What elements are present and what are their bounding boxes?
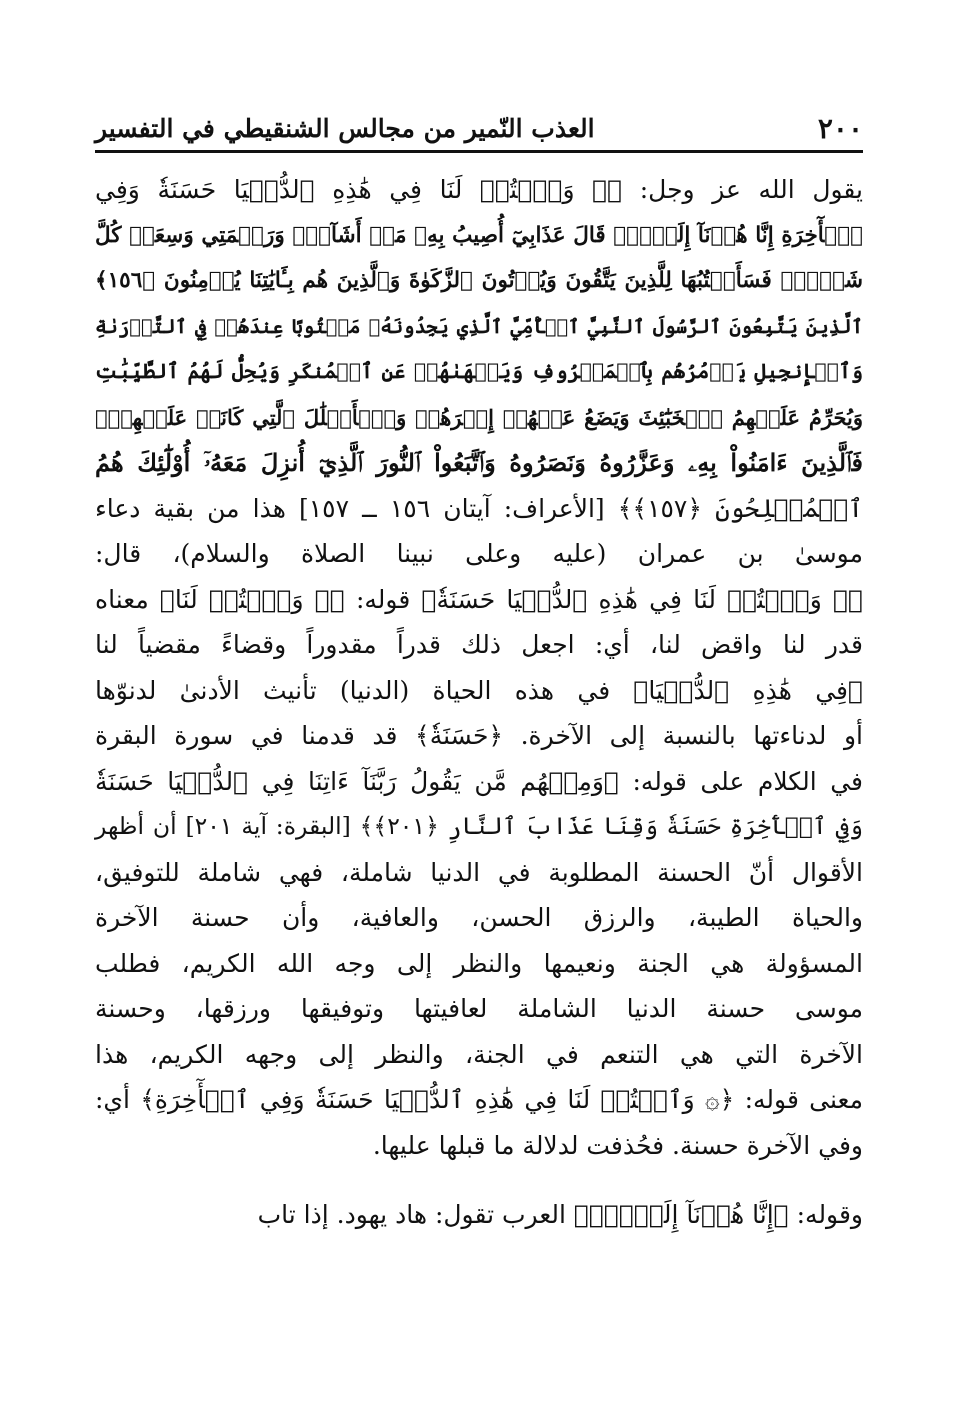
text-line: ٱلۡمُفۡلِحُونَ ﴿١٥٧﴾﴾ [الأعراف: آيتان ١٥٦ ــ ١٥٧] هذا من بقية دعاء — [95, 493, 863, 523]
text-line: ﴿فِي هَٰذِهِ ٱلدُّنۡيَا﴾ في هذه الحياة (الدنيا) تأنيث الأدنىٰ لدنوّها — [95, 675, 863, 705]
text-line: وَفِي ٱلۡأٓخِرَةِ حَسَنَةٗ وَقِنَا عَذَابَ ٱلنَّارِ ﴿٢٠١﴾﴾ [البقرة: آية ٢٠١] أن أظهر — [95, 812, 863, 840]
text-line: موسى حسنة الدنيا الشاملة لعافيتها وتوفيقها ورزقها، وحسنة — [95, 994, 863, 1023]
text-line: في الكلام على قوله: ﴿وَمِنۡهُم مَّن يَقُولُ رَبَّنَآ ءَاتِنَا فِي ٱلدُّنۡيَا حَسَنَةٗ — [95, 766, 863, 796]
text-line: وَيُحَرِّمُ عَلَيۡهِمُ ٱلۡخَبَٰٓئِثَ وَيَضَعُ عَنۡهُمۡ إِصۡرَهُمۡ وَٱلۡأَغۡلَٰلَ ٱلَّتِي كَانَتۡ عَلَيۡهِمۡۚ — [95, 404, 863, 430]
text-line: وفي الآخرة حسنة. فحُذفت لدلالة ما قبلها عليها. — [372, 1130, 863, 1160]
running-title: العذب النّمير من مجالس الشنقيطي في التفسير — [95, 114, 595, 143]
text-line: فَٱلَّذِينَ ءَامَنُواْ بِهِۦ وَعَزَّرُوهُ وَنَصَرُوهُ وَٱتَّبَعُواْ ٱلنُّورَ ٱلَّذِيٓ أُنزِلَ مَعَهُۥٓ أُوْلَٰٓئِكَ هُمُ — [95, 448, 863, 477]
text-line: الأقوال أنّ الحسنة المطلوبة في الدنيا شاملة، فهي شاملة للتوفيق، — [95, 857, 863, 887]
text-line: أو لدناءتها بالنسبة إلى الآخرة. ﴿حَسَنَةٗ﴾ قد قدمنا في سورة البقرة — [95, 721, 863, 750]
text-line: يقول الله عز وجل: ﴿۞ وَٱكۡتُبۡ لَنَا فِي هَٰذِهِ ٱلدُّنۡيَا حَسَنَةٗ وَفِي — [95, 175, 863, 204]
text-line: الآخرة التي هي التنعم في الجنة، والنظر إلى وجهه الكريم، هذا — [95, 1039, 863, 1069]
last-paragraph-line: وقوله: ﴿إِنَّا هُدۡنَآ إِلَيۡكَۚ﴾ العرب تقول: هاد يهود. إذا تاب — [257, 1200, 863, 1229]
text-line: ﴿۞ وَٱكۡتُبۡ لَنَا فِي هَٰذِهِ ٱلدُّنۡيَا حَسَنَةٗ﴾ قوله: ﴿۞ وَٱكۡتُبۡ لَنَا﴾ معناه — [95, 584, 863, 614]
page-number: ٢٠٠ — [817, 112, 863, 145]
text-line: موسىٰ بن عمران (عليه وعلى نبينا الصلاة والسلام)، قال: — [95, 539, 863, 568]
text-line: ٱلَّذِينَ يَتَّبِعُونَ ٱلرَّسُولَ ٱلنَّبِيَّ ٱلۡأُمِّيَّ ٱلَّذِي يَجِدُونَهُۥ مَكۡتُوبًا عِندَهُمۡ فِي ٱلتَّوۡرَىٰةِ — [95, 314, 863, 338]
main-text — [95, 167, 863, 1238]
text-line: وَٱلۡإِنجِيلِ يَأۡمُرُهُم بِٱلۡمَعۡرُوفِ وَيَنۡهَىٰهُمۡ عَنِ ٱلۡمُنكَرِ وَيُحِلُّ لَهُمُ ٱلطَّيِّبَٰتِ — [95, 359, 863, 383]
text-line: قدر لنا واقض لنا، أي: اجعل ذلك قدراً مقدوراً وقضاءً مقضياً لنا — [95, 630, 863, 659]
text-line: شَيۡءٖۚ فَسَأَكۡتُبُهَا لِلَّذِينَ يَتَّقُونَ وَيُؤۡتُونَ ٱلزَّكَوٰةَ وَٱلَّذِينَ هُم بِـَٔايَٰتِنَا يُؤۡمِنُونَ ﴿١٥٦﴾ — [95, 268, 863, 293]
text-line: والحياة الطيبة، والرزق الحسن، والعافية، وأن حسنة الآخرة — [95, 903, 863, 932]
book-page — [95, 92, 863, 1392]
text-line: معنى قوله: ﴿۞ وَٱكۡتُبۡ لَنَا فِي هَٰذِهِ ٱلدُّنۡيَا حَسَنَةٗ وَفِي ٱلۡأٓخِرَةِ﴾ أي: — [95, 1085, 863, 1114]
page-header — [95, 92, 863, 153]
paragraph-gap — [95, 1168, 863, 1192]
text-line: المسؤولة هي الجنة ونعيمها والنظر إلى وجه الله الكريم، فطلب — [95, 948, 863, 978]
text-line: ٱلۡأٓخِرَةِ إِنَّا هُدۡنَآ إِلَيۡكَۚ قَالَ عَذَابِيٓ أُصِيبُ بِهِۦ مَنۡ أَشَآءُۖ وَرَحۡمَتِي وَسِعَتۡ كُلَّ — [95, 222, 863, 248]
